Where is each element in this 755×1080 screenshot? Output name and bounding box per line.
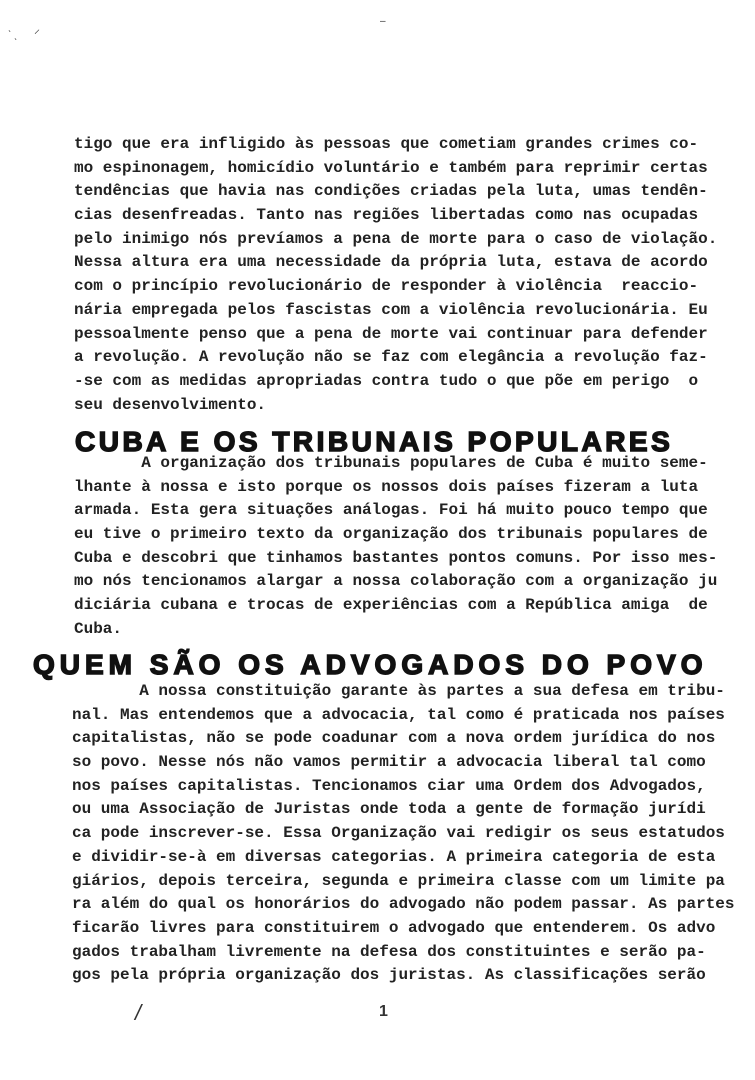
- text-line: so povo. Nesse nós não vamos permitir a advocacia liberal tal como: [72, 753, 706, 772]
- text-line: mo nós tencionamos alargar a nossa colaboração com a organização ju: [74, 572, 718, 591]
- text-line: a revolução. A revolução não se faz com elegância a revolução faz-: [74, 348, 708, 367]
- text-line: diciária cubana e trocas de experiências com a República amiga de: [74, 596, 708, 615]
- text-line: Nessa altura era uma necessidade da própria luta, estava de acordo: [74, 253, 708, 272]
- text-line: nos países capitalistas. Tencionamos ciar uma Ordem dos Advogados,: [72, 776, 706, 795]
- text-line: ca pode inscrever-se. Essa Organização vai redigir os seus estatudos: [72, 824, 725, 843]
- text-line: com o princípio revolucionário de responder à violência reaccio-: [74, 277, 699, 296]
- scan-mark: ˋ ˎ: [8, 30, 18, 41]
- text-line: giários, depois terceira, segunda e primeira classe com um limite pa: [72, 871, 725, 890]
- paragraph: [74, 133, 717, 417]
- text-line: Cuba.: [74, 619, 123, 638]
- pen-mark: /: [135, 1000, 142, 1025]
- text-line: cias desenfreadas. Tanto nas regiões libertadas como nas ocupadas: [74, 206, 699, 225]
- paragraph: [74, 452, 717, 642]
- section-heading: CUBA E OS TRIBUNAIS POPULARES: [75, 426, 674, 457]
- text-line: lhante à nossa e isto porque os nossos dois países fizeram a luta: [74, 477, 699, 496]
- text-line: nal. Mas entendemos que a advocacia, tal como é praticada nos países: [72, 705, 725, 724]
- text-line: e dividir-se-à em diversas categorias. A primeira categoria de esta: [72, 847, 716, 866]
- text-line: seu desenvolvimento.: [74, 395, 267, 414]
- scan-mark: –: [380, 16, 386, 27]
- text-line: tendências que havia nas condições criadas pela luta, umas tendên-: [74, 182, 708, 201]
- text-line: nária empregada pelos fascistas com a violência revolucionária. Eu: [74, 300, 708, 319]
- text-line: Cuba e descobri que tinhamos bastantes pontos comuns. Por isso mes-: [74, 548, 718, 567]
- text-line: ficarão livres para constituirem o advogado que entenderem. Os advo: [72, 918, 716, 937]
- text-line: ou uma Associação de Juristas onde toda a gente de formação jurídi: [72, 800, 706, 819]
- text-line: gos pela própria organização dos juristas. As classificações serão: [72, 966, 706, 985]
- text-line: -se com as medidas apropriadas contra tudo o que põe em perigo o: [74, 371, 699, 390]
- page-number: 1: [379, 1003, 388, 1020]
- scan-mark: ⸝: [34, 22, 41, 36]
- text-line: capitalistas, não se pode coadunar com a nova ordem jurídica do nos: [72, 729, 716, 748]
- section-heading: QUEM SÃO OS ADVOGADOS DO POVO: [33, 649, 708, 680]
- paragraph: [72, 680, 735, 988]
- text-line: tigo que era infligido às pessoas que cometiam grandes crimes co-: [74, 135, 699, 153]
- text-line: gados trabalham livremente na defesa dos constituintes e serão pa-: [72, 942, 706, 961]
- text-line: mo espinonagem, homicídio voluntário e também para reprimir certas: [74, 158, 708, 177]
- text-line: ra além do qual os honorários do advogado não podem passar. As partes: [72, 895, 735, 914]
- text-line: pelo inimigo nós prevíamos a pena de morte para o caso de violação.: [74, 229, 718, 248]
- text-line: eu tive o primeiro texto da organização dos tribunais populares de: [74, 525, 708, 544]
- text-line: A organização dos tribunais populares de Cuba é muito seme-: [74, 454, 708, 472]
- text-line: pessoalmente penso que a pena de morte vai continuar para defender: [74, 324, 708, 343]
- text-line: A nossa constituição garante às partes a sua defesa em tribu-: [72, 682, 725, 700]
- text-line: armada. Esta gera situações análogas. Foi há muito pouco tempo que: [74, 501, 708, 520]
